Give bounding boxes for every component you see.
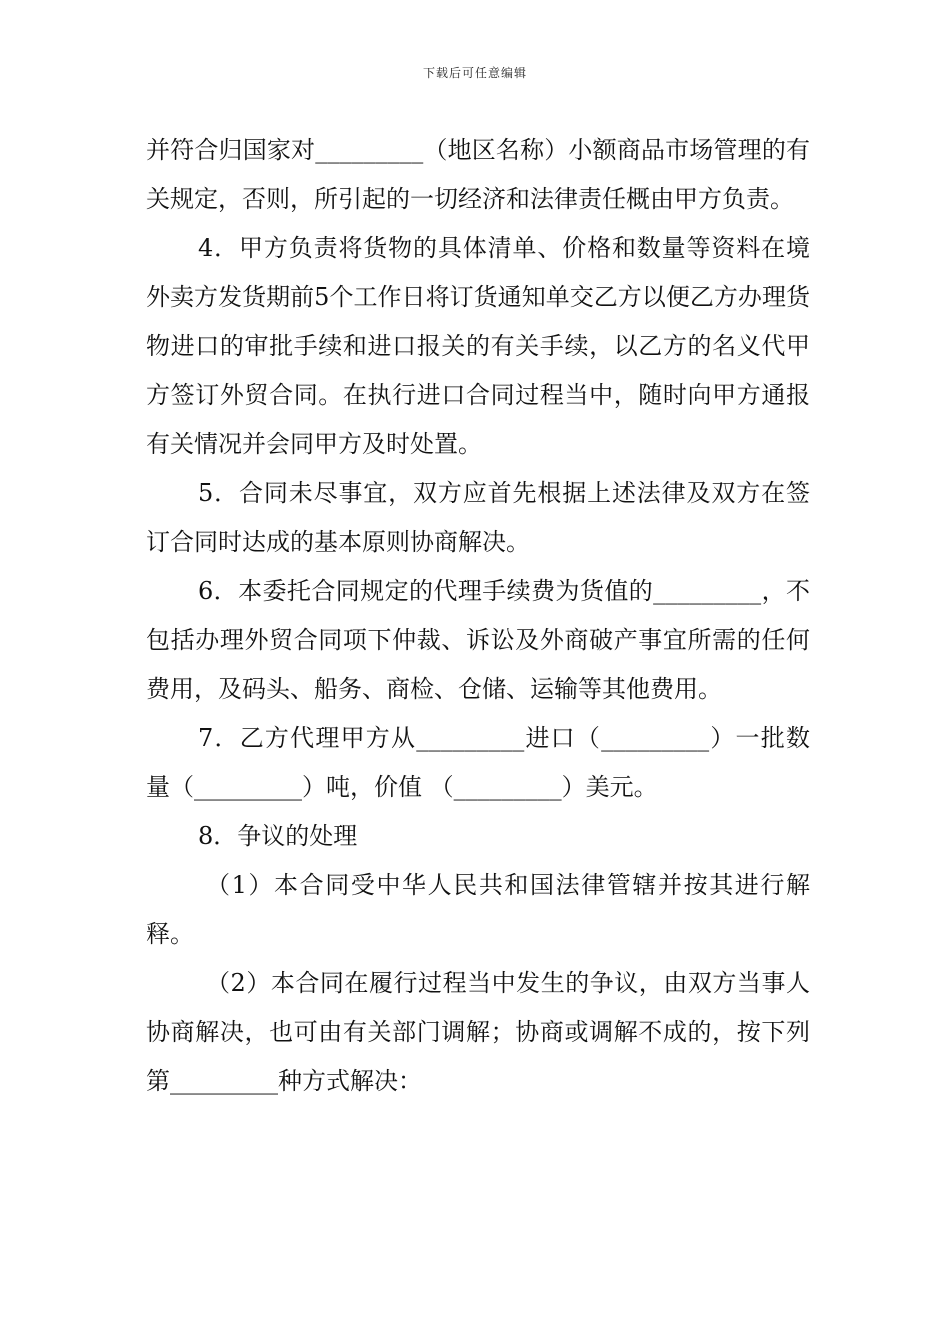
paragraph-item-5: 5．合同未尽事宜，双方应首先根据上述法律及双方在签订合同时达成的基本原则协商解决。	[146, 479, 810, 556]
document-body	[146, 126, 810, 1106]
paragraph-item-6: 6．本委托合同规定的代理手续费为货值的_________，不包括办理外贸合同项下仲裁、诉讼及外商破产事宜所需的任何费用，及码头、船务、商检、仓储、运输等其他费用。	[146, 577, 810, 703]
page-header-note: 下载后可任意编辑	[422, 66, 527, 80]
paragraph-item-7: 7．乙方代理甲方从_________进口（_________）一批数量（_________）吨，价值 （_________）美元。	[146, 724, 810, 801]
paragraph-item-4: 4．甲方负责将货物的具体清单、价格和数量等资料在境外卖方发货期前5个工作日将订货通知单交乙方以便乙方办理货物进口的审批手续和进口报关的有关手续，以乙方的名义代甲方签订外贸合同。在执行进口合同过程当中，随时向甲方通报有关情况并会同甲方及时处置。	[146, 234, 810, 458]
paragraph-continuation: 并符合归国家对_________（地区名称）小额商品市场管理的有关规定，否则，所引起的一切经济和法律责任概由甲方负责。	[146, 136, 810, 213]
paragraph-item-8-heading: 8．争议的处理	[198, 822, 358, 850]
paragraph-item-8-2: （2）本合同在履行过程当中发生的争议，由双方当事人协商解决，也可由有关部门调解；协商或调解不成的，按下列第_________种方式解决：	[146, 969, 810, 1095]
paragraph-item-8-1: （1）本合同受中华人民共和国法律管辖并按其进行解释。	[146, 871, 810, 948]
